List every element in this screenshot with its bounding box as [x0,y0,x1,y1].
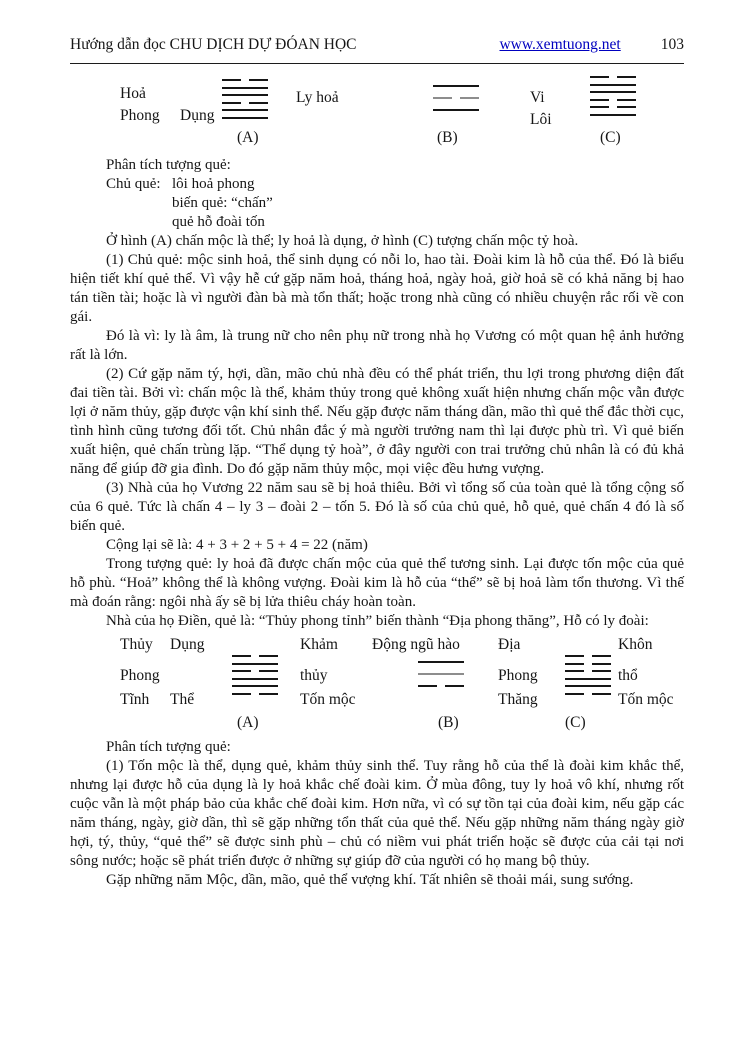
label-dung-2: Dụng [170,636,205,653]
hexagram-c1 [590,76,636,116]
label-thuy: Thủy [120,636,153,653]
label-ly-hoa: Ly hoả [296,89,339,106]
caption-b1: (B) [437,129,458,146]
chu-que-label: Chủ quẻ: [106,176,161,192]
paragraph: (1) Chủ quẻ: mộc sinh hoả, thể sinh dụng có nỗi lo, hao tài. Đoài kim là hỗ của thể. Đó là biểu hiện tiết khí quẻ thể. Vì vậy hễ cứ gặp năm hoả, tháng hoả, ngày hoả, giờ hoả sẽ có khả năng bị hao tán tiền tài; hoặc là vì người đàn bà mà tổn thất; hoặc trong nhà cũng có nhiều chuyện rắc rối về con gái. [70,252,684,325]
caption-c1: (C) [600,129,621,146]
label-ton-moc-2: Tốn mộc [618,691,674,708]
label-phong: Phong [120,107,160,124]
caption-c2: (C) [565,714,586,731]
label-dung: Dụng [180,107,215,124]
label-dia: Địa [498,636,521,653]
caption-a1: (A) [237,129,259,146]
analysis-2-heading: Phân tích tượng quẻ: [106,739,231,755]
label-hoa: Hoả [120,85,146,102]
paragraph: (2) Cứ gặp năm tý, hợi, dần, mão chủ nhà đều có thể phát triển, thu lợi trong phương diện đất đai tiền tài. Bởi vì: chấn mộc là thể, khảm thủy trong quẻ không xuất hiện nhưng chấn mộc vẫn được lợi ở năm thủy, gặp được vận khí sinh thể. Nếu gặp được năm tháng dần, mão thì quẻ thể đắc thời cục, tình hình cũng tương đối tốt. Chủ nhân đắc ý mà người trưởng nam thì lại được phù trì. Vì quẻ biến xuất hiện, quẻ chấn trùng lặp. “Thể dụng tỷ hoà”, ở đây người con trai trưởng chủ nhân là có đủ khả năng để giúp đỡ gia đình. Do đó gặp năm thủy mộc, mọi việc đều hưng vượng. [70,366,684,477]
body-text-2 [70,738,684,890]
paragraph: Trong tượng quẻ: ly hoả đã được chấn mộc của quẻ thể tương sinh. Lại được tốn mộc của quẻ hỗ phù. “Hoả” không thể là không vượng. Đoài kim là hỗ của “thể” sẽ bị hoả làm tổn thương. Vì thế mà đoán rằng: ngôi nhà ấy sẽ bị lửa thiêu cháy hoàn toàn. [70,556,684,610]
paragraph: Đó là vì: ly là âm, là trung nữ cho nên phụ nữ trong nhà họ Vương có một quan hệ ảnh hưởng rất là lớn. [70,328,684,363]
page-header [70,36,684,64]
label-khon: Khôn [618,636,653,653]
label-thang: Thăng [498,691,538,708]
label-ton-moc: Tốn mộc [300,691,356,708]
que-ho-line: quẻ hỗ đoài tốn [172,214,265,230]
label-thuy-2: thủy [300,667,328,684]
chu-que-row [70,175,684,194]
hexagram-a1 [222,79,268,119]
sum-formula-line: Cộng lại sẽ là: 4 + 3 + 2 + 5 + 4 = 22 (năm) [106,537,368,553]
caption-a2: (A) [237,714,259,731]
label-tinh: Tĩnh [120,691,150,708]
paragraph: Nhà của họ Điền, quẻ là: “Thủy phong tỉnh” biến thành “Địa phong thăng”, Hỗ có ly đoài: [106,613,649,629]
label-dong-ngu-hao: Động ngũ hào [372,636,460,653]
label-vi: Vi [530,89,545,106]
header-link[interactable]: www.xemtuong.net [499,36,621,53]
caption-b2: (B) [438,714,459,731]
trigram-b1 [433,85,479,111]
hexagram-a2 [232,655,278,695]
trigram-b2 [418,661,464,687]
chu-que-value: lôi hoả phong [172,176,255,192]
label-phong-3: Phong [498,667,538,684]
paragraph: Ở hình (A) chấn mộc là thể; ly hoả là dụng, ở hình (C) tượng chấn mộc tỷ hoà. [106,233,579,249]
bien-que-line: biến quẻ: “chấn” [172,195,273,211]
label-loi: Lôi [530,111,552,128]
label-kham: Khảm [300,636,338,653]
label-tho: thổ [618,667,638,684]
label-the: Thể [170,691,195,708]
paragraph: (3) Nhà của họ Vương 22 năm sau sẽ bị hoả thiêu. Bởi vì tổng số của toàn quẻ là tổng cộng số của 6 quẻ. Tức là chấn 4 – ly 3 – đoài 2 – tốn 5. Đó là số của chủ quẻ, hỗ quẻ, quẻ chấn 4 đó là số biến quẻ. [70,480,684,534]
hexagram-diagram-2 [70,634,684,734]
hexagram-c2 [565,655,611,695]
page-number: 103 [660,36,684,53]
label-phong-2: Phong [120,667,160,684]
paragraph: (1) Tốn mộc là thể, dụng quẻ, khảm thủy sinh thể. Tuy rằng hỗ của thể là đoài kim khắc thể, nhưng lại được hỗ của dụng là ly hoả khắc chế đoài kim. Ở mùa đông, tuy ly hoả vô khí, nhưng rốt cuộc vẫn là một pháp bảo của khắc chế đoài kim. Hơn nữa, vì có sự tồn tại của đoài kim, nếu gặp các năm tháng, ngày, giờ dần, thì sẽ gặp những tổn thất của quẻ thể. Nếu gặp những năm tháng ngày giờ hợi, tý, thủy, “quẻ thể” sẽ được sinh phù – chủ có niềm vui phát triển hoặc sẽ được của cải tại nơi sông nước; hoặc sẽ phát triển được ở những sự giúp đỡ của người có họ mang bộ thủy. [70,758,684,869]
header-right [499,36,684,54]
header-title: Hướng dẫn đọc CHU DỊCH DỰ ĐÓAN HỌC [70,36,357,53]
analysis-1-heading: Phân tích tượng quẻ: [106,157,231,173]
hexagram-diagram-1 [70,76,684,152]
body-text [70,156,684,631]
paragraph: Gặp những năm Mộc, dần, mão, quẻ thể vượng khí. Tất nhiên sẽ thoải mái, sung sướng. [106,872,634,888]
